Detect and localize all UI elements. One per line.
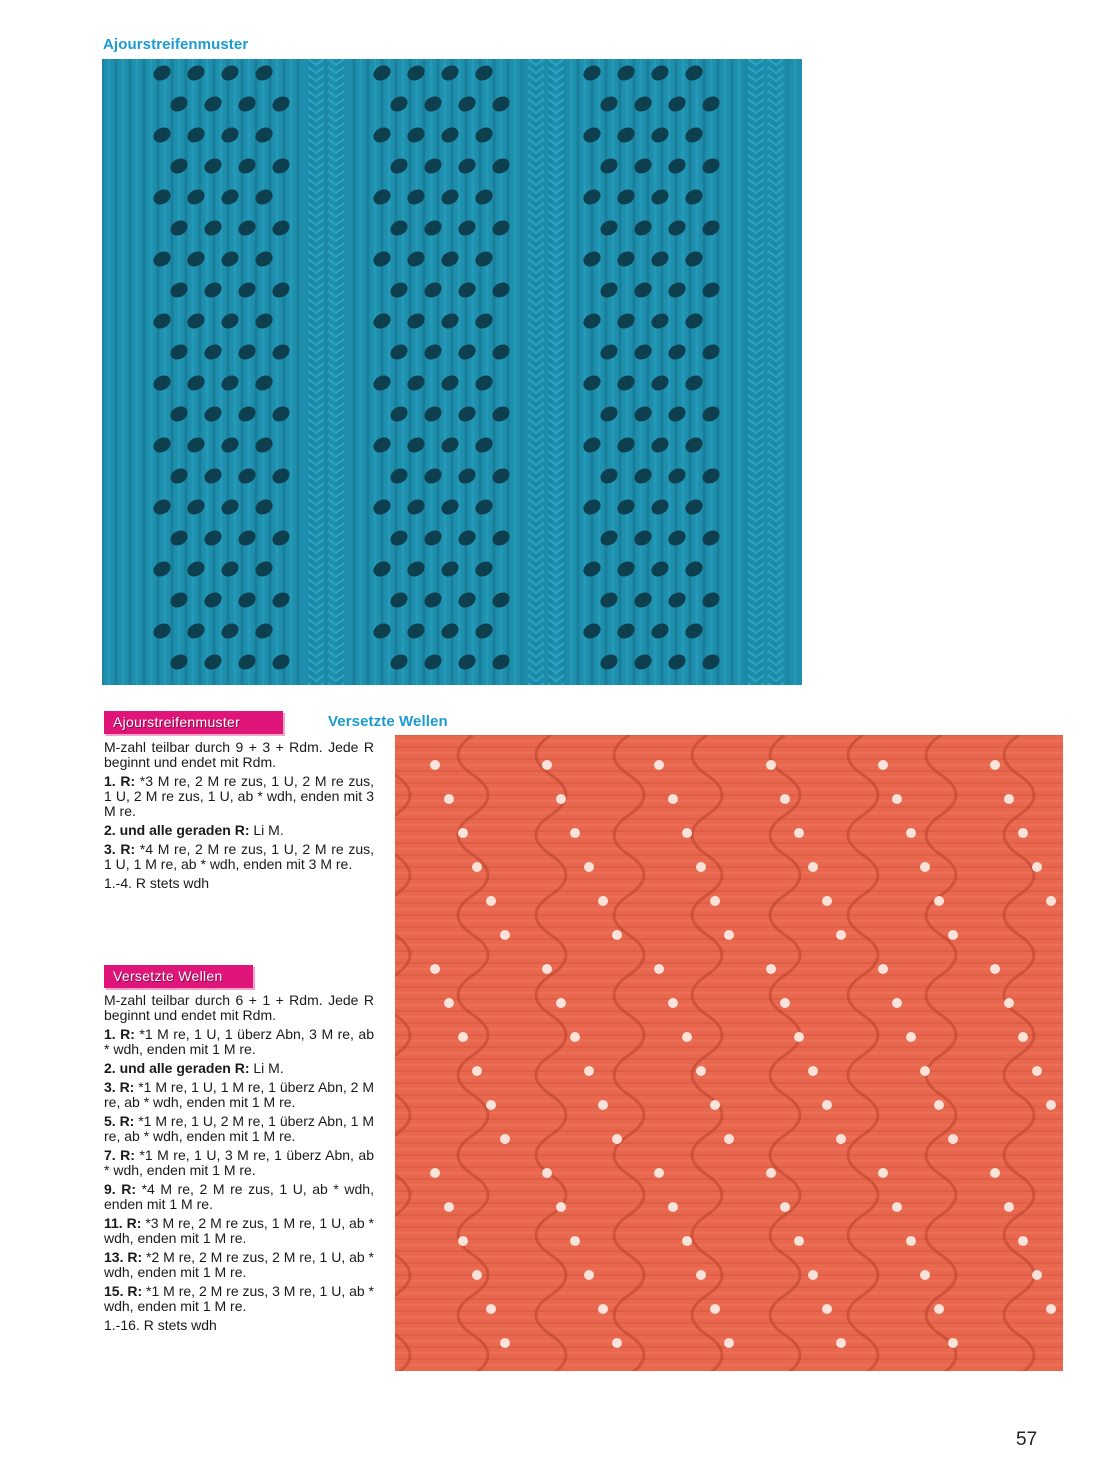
section2-row: 13. R: *2 M re, 2 M re zus, 2 M re, 1 U, ab * wdh, enden mit 1 M re. xyxy=(104,1249,375,1280)
section1-row: 3. R: *4 M re, 2 M re zus, 1 U, 2 M re zus, 1 U, 1 M re, ab * wdh, enden mit 3 M re. xyxy=(104,841,374,872)
section1-repeat: 1.-4. R stets wdh xyxy=(104,875,210,891)
section2-row: 11. R: *3 M re, 2 M re zus, 1 M re, 1 U, ab * wdh, enden mit 1 M re. xyxy=(104,1215,374,1246)
photo2-caption: Versetzte Wellen xyxy=(328,713,448,730)
section2-row: 1. R: *1 M re, 1 U, 1 überz Abn, 3 M re, ab * wdh, enden mit 1 M re. xyxy=(104,1026,374,1057)
section2-row: 3. R: *1 M re, 1 U, 1 M re, 1 überz Abn, 2 M re, ab * wdh, enden mit 1 M re. xyxy=(104,1079,374,1110)
section1-row: 2. und alle geraden R: Li M. xyxy=(104,822,284,838)
section2-row: 15. R: *1 M re, 2 M re zus, 3 M re, 1 U, ab * wdh, enden mit 1 M re. xyxy=(104,1283,375,1314)
section2-intro: M-zahl teilbar durch 6 + 1 + Rdm. Jede R beginnt und endet mit Rdm. xyxy=(104,992,374,1023)
section1-instructions xyxy=(104,740,374,895)
blue-knit-swatch-image xyxy=(102,59,802,685)
section2-instructions xyxy=(104,993,374,1337)
section1-badge: Ajourstreifenmuster xyxy=(104,711,283,734)
section2-row: 2. und alle geraden R: Li M. xyxy=(104,1060,284,1076)
section2-row: 7. R: *1 M re, 1 U, 3 M re, 1 überz Abn, ab * wdh, enden mit 1 M re. xyxy=(104,1147,374,1178)
section2-badge: Versetzte Wellen xyxy=(104,965,253,988)
waves-stitch-photo xyxy=(395,735,1063,1371)
ajour-stitch-photo xyxy=(102,59,802,685)
photo1-caption: Ajourstreifenmuster xyxy=(103,36,249,53)
page-number: 57 xyxy=(1016,1429,1038,1450)
section2-row: 5. R: *1 M re, 1 U, 2 M re, 1 überz Abn, 1 M re, ab * wdh, enden mit 1 M re. xyxy=(104,1113,374,1144)
section2-row: 9. R: *4 M re, 2 M re zus, 1 U, ab * wdh, enden mit 1 M re. xyxy=(104,1181,374,1212)
section2-repeat: 1.-16. R stets wdh xyxy=(104,1317,217,1333)
section1-row: 1. R: *3 M re, 2 M re zus, 1 U, 2 M re zus, 1 U, 2 M re zus, 1 U, ab * wdh, enden mit 3 M re. xyxy=(104,773,374,819)
orange-knit-swatch-image xyxy=(395,735,1063,1371)
section1-intro: M-zahl teilbar durch 9 + 3 + Rdm. Jede R beginnt und endet mit Rdm. xyxy=(104,739,374,770)
